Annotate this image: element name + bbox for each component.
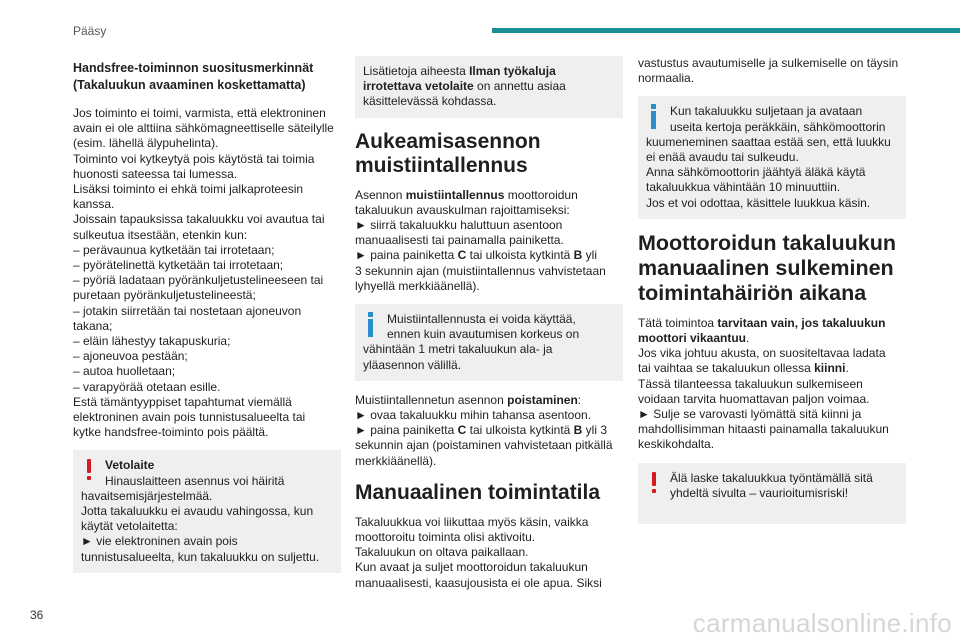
header-accent-bar [492, 28, 960, 33]
column-left [73, 56, 341, 585]
warning-exclamation-icon [86, 459, 92, 481]
watermark: carmanualsonline.info [692, 608, 952, 638]
manual-mode-body: Takaluukkua voi liikuttaa myös käsin, vaikka moottoroitu toiminta olisi aktivoitu. Takaluukun on oltava paikallaan. Kun avaat ja suljet moottoroidun takaluukun manuaalisesti, kaasujousista ei ole apua. Siksi [355, 514, 602, 590]
column-middle [355, 56, 623, 601]
info-icon [651, 104, 657, 130]
heading-manual-closing-fault: Moottoroidun takaluukun manuaalinen sulkeminen toimintahäiriön aikana [638, 230, 896, 305]
column-right [638, 56, 906, 536]
fault-body: Tätä toimintoa tarvitaan vain, jos takaluukun moottori vikaantuu. Jos vika johtuu akusta, on suositeltavaa ladata tai vaihtaa se takaluukun ollessa kiinni. Tässä tilanteessa takaluukun sulkemiseen voidaan tarvita huomattavan paljon voimaa. ► Sulje se varovasti lyömättä sitä kiinni ja mahdollisimman hitaasti painamalla takaluukun keskikohdalta. [638, 315, 889, 452]
info-box-overheating: Kun takaluukku suljetaan ja avataan useita kertoja peräkkäin, sähkömoottorin kuumeneminen saattaa estää sen, että luukku ei enää avaudu tai sulkeudu. Anna sähkömoottorin jäähtyä äläkä käytä takaluukkua vähintään 10 minuuttiin. Jos et voi odottaa, käsittele luukkua käsin. [638, 96, 906, 218]
heading-opening-memory: Aukeamisasennon muistiintallennus [355, 129, 541, 177]
heading-manual-mode: Manuaalinen toimintatila [355, 480, 601, 504]
manual-mode-continued: vastustus avautumiselle ja sulkemiselle on täysin normaalia. [638, 56, 899, 86]
heading-handsfree: Handsfree-toiminnon suositusmerkinnät (Takaluukun avaaminen koskettamatta) [73, 61, 314, 92]
info-icon [368, 312, 374, 338]
memory-body: Asennon muistiintallennus moottoroidun takaluukun avauskulman rajoittamiseksi: ► siirrä takaluukku haluttuun asentoon manuaalisesti tai painamalla painiketta. ► paina painiketta C tai ulkoista kytkintä B yli 3 sekunnin ajan (muistiintallennus vahvistetaan lyhyellä merkkiäänellä). [355, 187, 606, 293]
warning-title: Vetolaite [105, 458, 155, 473]
memory-delete-body: Muistiintallennetun asennon poistaminen: ► ovaa takaluukku mihin tahansa asentoon. ► paina painiketta C tai ulkoista kytkintä B yli 3 sekunnin ajan (poistaminen vahvistetaan pitkällä merkkiäänellä). [355, 392, 613, 468]
warning-box-damage: Älä laske takaluukkua työntämällä sitä yhdeltä sivulta – vaurioitumisriski! [638, 463, 906, 525]
section-header: Pääsy [73, 24, 107, 38]
page-number: 36 [30, 608, 44, 622]
handsfree-body: Jos toiminto ei toimi, varmista, että elektroninen avain ei ole alttiina sähkömagneettiselle säteilylle (esim. lähellä älypuhelinta). Toiminto voi kytkeytyä pois käytöstä tai toimia huonosti sateessa tai lumessa. Lisäksi toiminto ei ehkä toimi jalkaproteesin kanssa. Joissain tapauksissa takaluukku voi avautua tai sulkeutua itsestään, etenkin kun: – perävaunua kytketään tai irrotetaan; – pyörätelinettä kytketään tai irrotetaan; – pyöriä ladataan pyöränkuljetustelineeseen tai puretaan pyöränkuljetustelineestä; – jotakin siirretään tai nostetaan ajoneuvon takana; – eläin lähestyy takapuskuria; – ajoneuvoa pestään; – autoa huolletaan; – varapyörää otetaan esille. Estä tämäntyyppiset tapahtumat viemällä elektroninen avain pois tunnistusalueelta tai kytke handsfree-toiminto pois päältä. [73, 106, 334, 440]
warning-box-towbar: Vetolaite Hinauslaitteen asennus voi häiritä havaitsemisjärjestelmää. Jotta takaluukku ei avaudu vahingossa, kun käytät vetolaitetta: ► vie elektroninen avain pois tunnistusalueelta, kun takaluukku on suljettu. [73, 450, 341, 572]
info-box-towbar-reference: Lisätietoja aiheesta Ilman työkaluja irrotettava vetolaite on annettu asiaa käsittelevässä kohdassa. [355, 56, 623, 118]
info-box-memory: Muistiintallennusta ei voida käyttää, ennen kuin avautumisen korkeus on vähintään 1 metri takaluukun ala- ja yläasennon välillä. [355, 304, 623, 381]
warning-exclamation-icon [651, 472, 657, 494]
